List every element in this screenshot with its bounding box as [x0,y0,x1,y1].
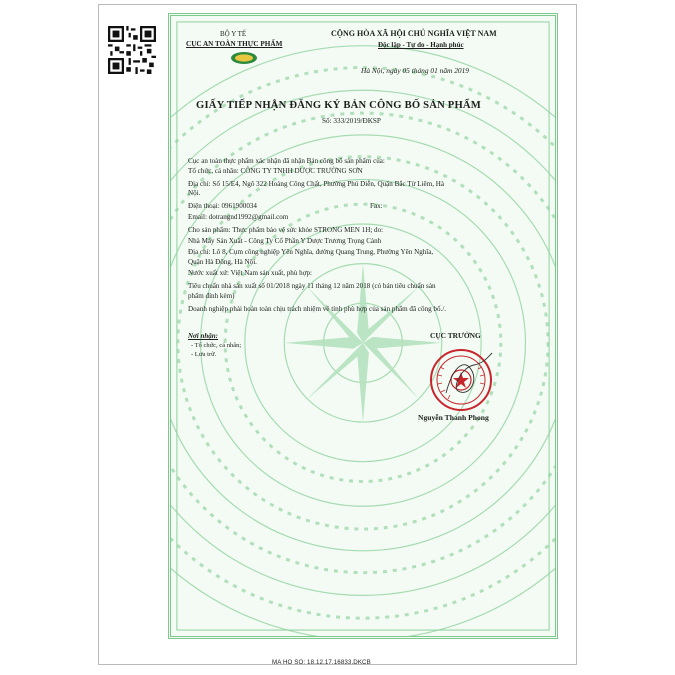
recipients-title: Nơi nhận: [188,332,219,340]
body-intro: Cục an toàn thực phẩm xác nhận đã nhận Bản công bố sản phẩm của: [188,157,385,165]
body-responsibility: Doanh nghiệp phải hoàn toàn chịu trách nhiệm về tính phù hợp của sản phẩm đã công bố./. [188,305,447,313]
signer-title: CỤC TRƯỞNG [430,331,481,340]
body-manufacturer-address: Địa chỉ: Lô 8, Cụm công nghiệp Yên Nghĩa, đường Quang Trung, Phường Yên Nghĩa, [188,248,434,256]
qr-code-icon [108,26,156,74]
body-phone: Điện thoại: 0961900034 [188,202,257,210]
national-motto: Độc lập - Tự do - Hạnh phúc [378,41,464,49]
document-number: Số: 333/2019/ĐKSP [322,117,381,125]
republic-name: CỘNG HÒA XÃ HỘI CHỦ NGHĨA VIỆT NAM [331,29,497,38]
body-standard-cont: phẩm đính kèm) [188,292,235,300]
body-standard: Tiêu chuẩn nhà sản xuất số 01/2018 ngày 11 tháng 12 năm 2018 (có bản tiêu chuẩn sản [188,282,436,290]
document-title: GIẤY TIẾP NHẬN ĐĂNG KÝ BẢN CÔNG BỐ SẢN PHẨM [196,100,481,111]
official-seal-icon [428,347,494,413]
body-address: Địa chỉ: Số 15/E4, Ngõ 322 Hoàng Công Chất, Phường Phú Diễn, Quận Bắc Từ Liêm, Hà [188,180,445,188]
body-address-cont: Nội. [188,189,201,197]
issue-date: Hà Nội, ngày 05 tháng 01 năm 2019 [361,66,469,75]
body-product: Cho sản phẩm: Thực phẩm bảo vệ sức khỏe STRONG MEN 1H; do: [188,226,384,234]
ministry-name: BỘ Y TẾ [220,30,247,38]
recipient-item: - Lưu trữ. [191,351,217,358]
body-email: Email: dotrangnd1992@gmail.com [188,213,289,221]
body-organization: Tổ chức, cá nhân: CÔNG TY TNHH DƯỢC TRƯỜNG SƠN [188,167,363,175]
body-manufacturer: Nhà Máy Sản Xuất - Công Ty Cổ Phần Y Dược Trương Trọng Cảnh [188,237,382,245]
body-manufacturer-address-cont: Quận Hà Đông, Hà Nội. [188,258,257,266]
recipient-item: - Tổ chức, cá nhân; [191,342,242,349]
body-fax: Fax: [370,202,383,210]
file-code: MA HO SO: 18.12.17.16833.DKCB [272,659,371,666]
body-origin: Nước xuất xứ: Việt Nam sản xuất, phù hợp: [188,269,312,277]
department-logo-icon [230,51,258,65]
signer-name: Nguyễn Thanh Phong [418,413,489,422]
department-name: CỤC AN TOÀN THỰC PHẨM [186,40,283,48]
